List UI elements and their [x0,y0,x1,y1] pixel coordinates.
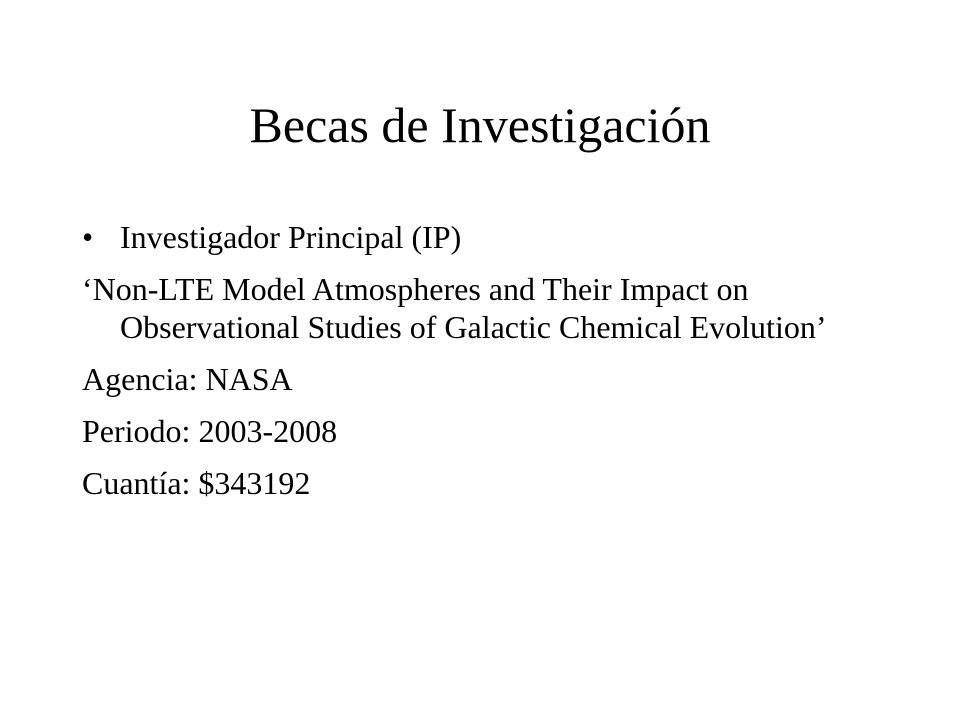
bullet-dot: • [82,219,94,255]
bullet-item-role [82,218,912,256]
role-text: Investigador Principal (IP) [120,219,462,255]
agency-line: Agencia: NASA [82,361,293,397]
slide-title: Becas de Investigación [249,97,711,153]
project-title: ‘Non-LTE Model Atmospheres and Their Impact on Observational Studies of Galactic Chemical Evolution’ [82,271,827,345]
slide-body [82,218,912,516]
period-line: Periodo: 2003-2008 [82,413,338,449]
amount-line: Cuantía: $343192 [82,465,311,501]
